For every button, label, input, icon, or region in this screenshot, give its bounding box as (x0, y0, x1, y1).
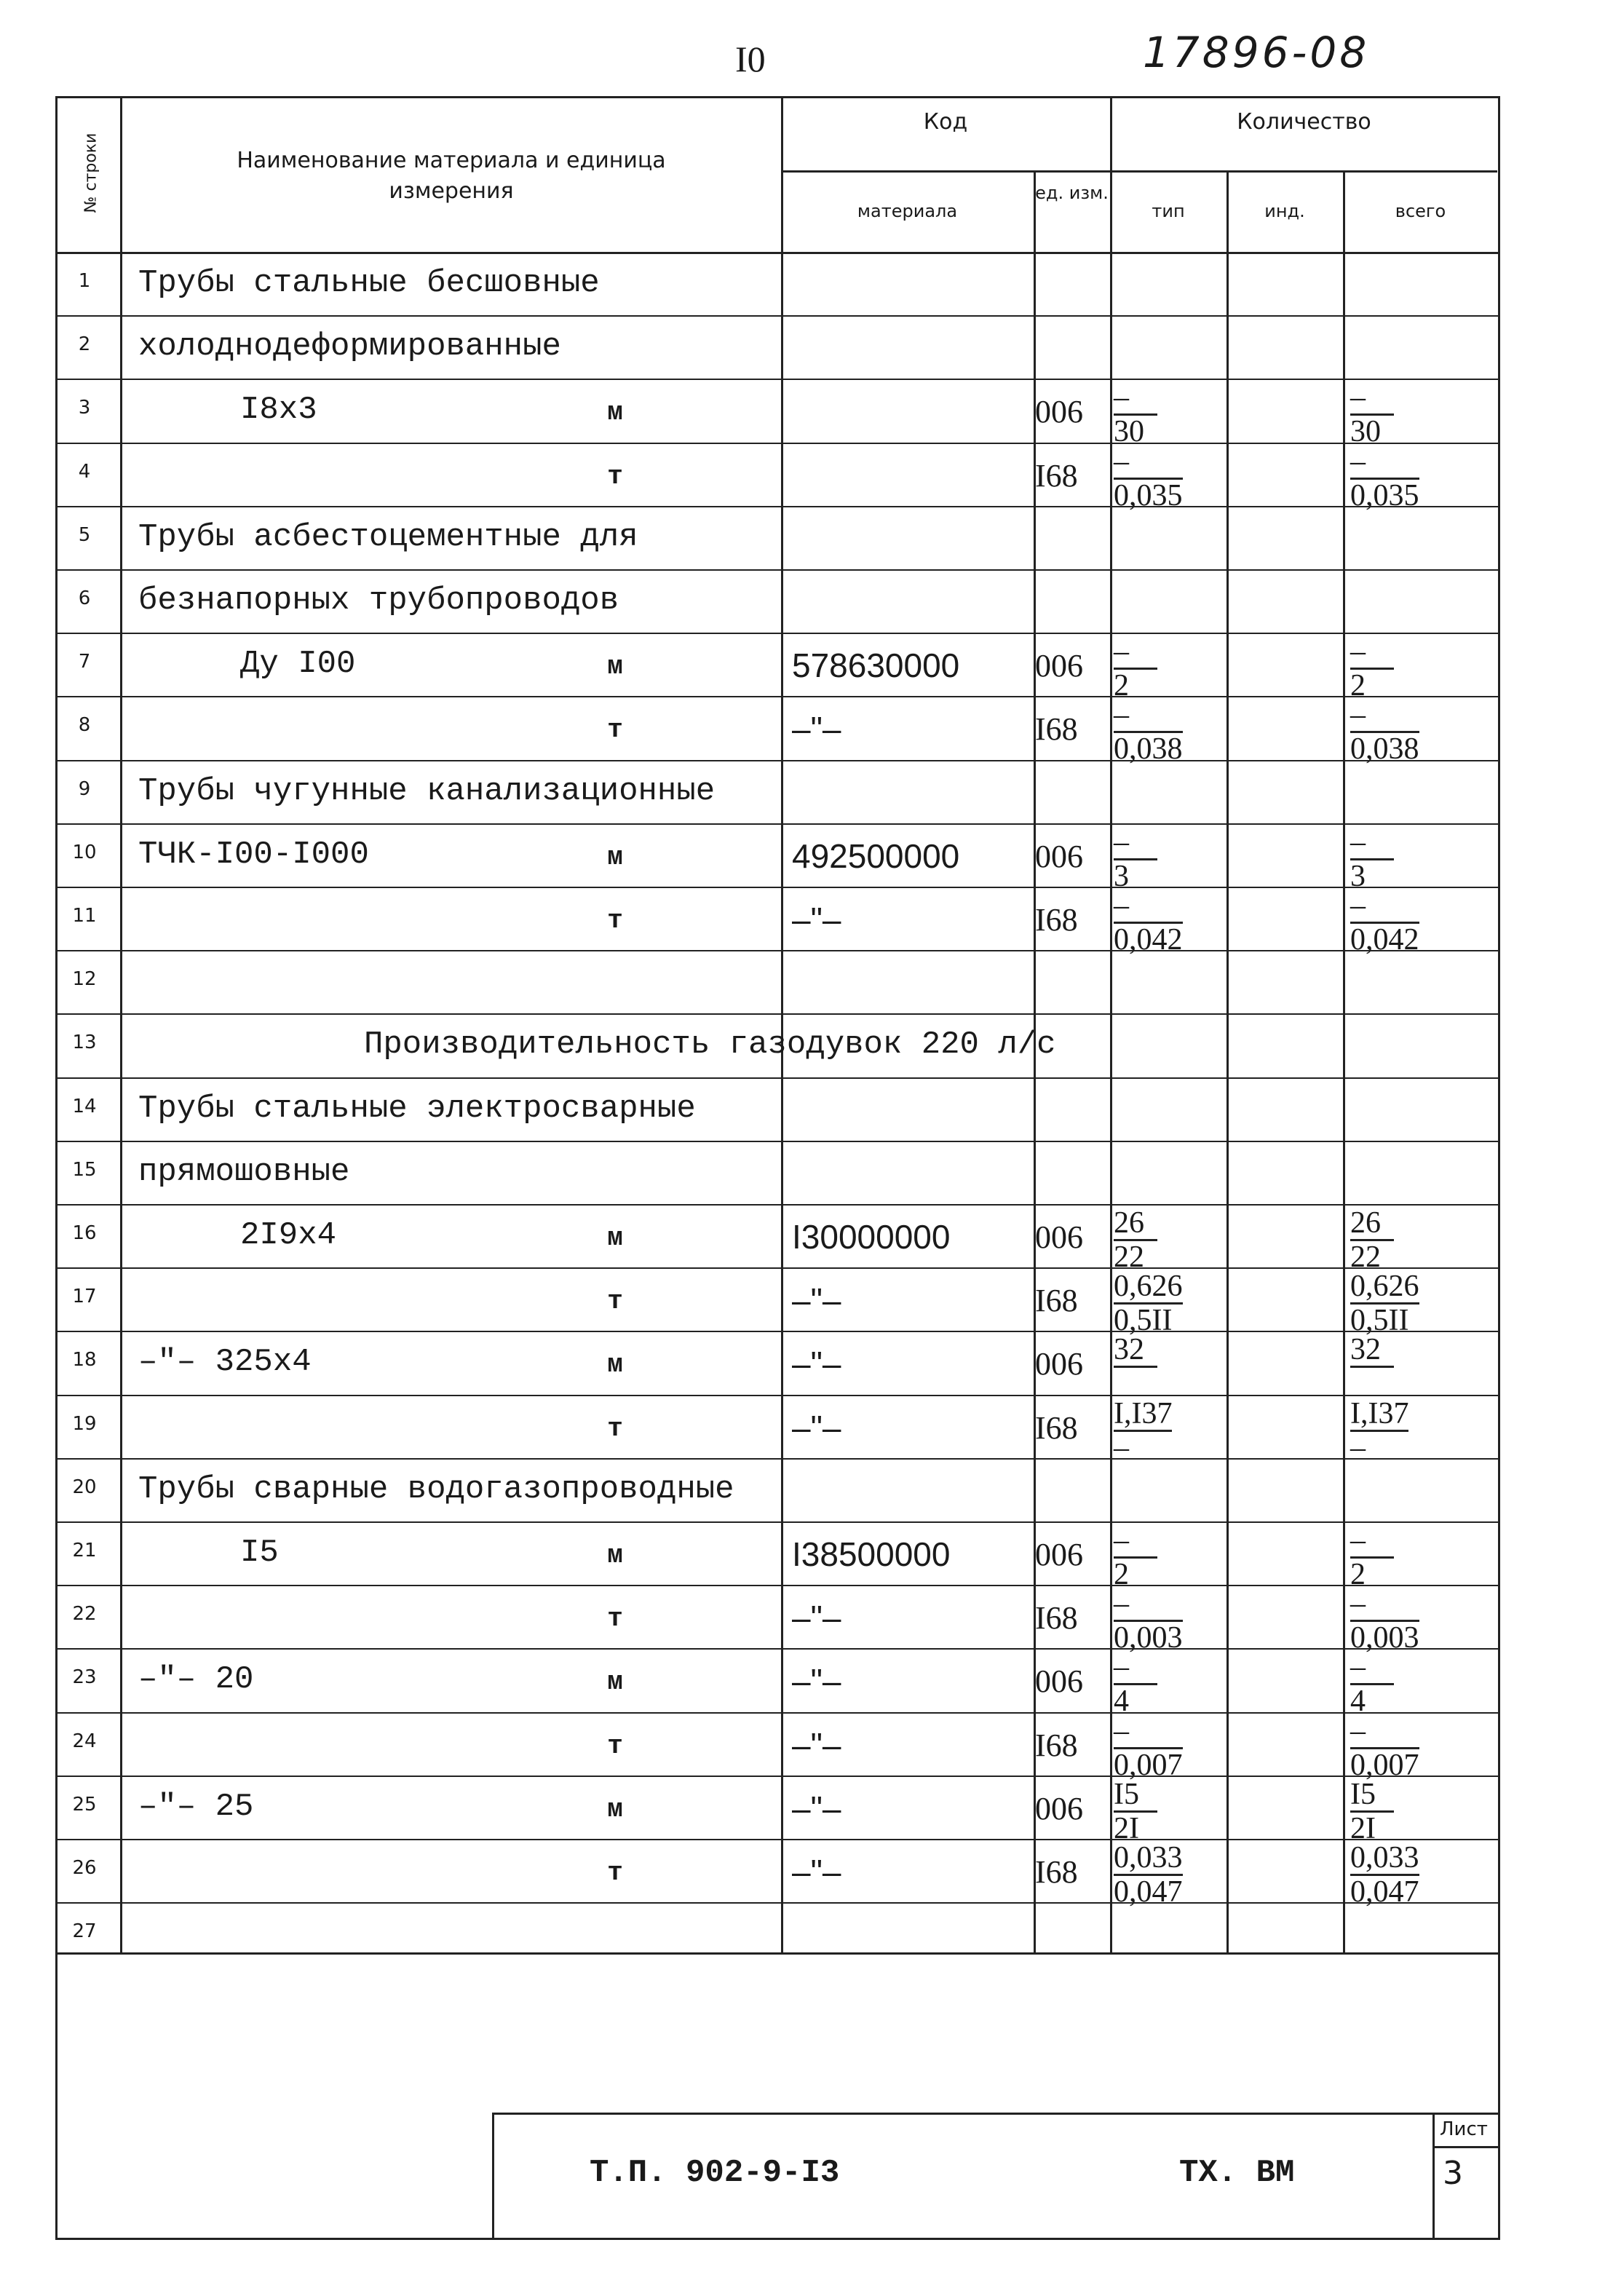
quantity-total (1350, 1842, 1419, 1908)
material-name: безнапорных трубопроводов (138, 582, 619, 619)
row-number: 18 (72, 1349, 97, 1371)
quantity-total-bottom: 2 (1350, 669, 1366, 703)
quantity-total-top: 0,626 (1350, 1270, 1419, 1304)
material-name: Трубы чугунные канализационные (138, 772, 716, 809)
quantity-total-bottom: 0,038 (1350, 732, 1419, 767)
unit-of-measure: м (607, 1794, 623, 1824)
col-divider-type (1226, 170, 1229, 1952)
quantity-type-top: 0,033 (1114, 1841, 1183, 1875)
quantity-type-top: – (1114, 1524, 1157, 1559)
quantity-total-bottom: 30 (1350, 415, 1381, 449)
row-divider (55, 1521, 1500, 1523)
quantity-total (1350, 1207, 1394, 1273)
row-number: 7 (78, 651, 91, 673)
quantity-type (1114, 699, 1183, 765)
quantity-type-bottom: 0,047 (1114, 1875, 1183, 1909)
row-number: 8 (78, 714, 91, 737)
stamp-project-code: Т.П. 902-9-I3 (590, 2155, 840, 2191)
quantity-type (1114, 1398, 1172, 1464)
unit-code: I68 (1035, 1600, 1078, 1636)
quantity-type (1114, 826, 1157, 892)
unit-of-measure: т (607, 906, 623, 935)
quantity-total-top: – (1350, 699, 1419, 733)
material-code: –"– (792, 1662, 841, 1701)
quantity-type-bottom: 4 (1114, 1685, 1129, 1719)
quantity-total-bottom: 0,003 (1350, 1621, 1419, 1655)
quantity-type-top: I5 (1114, 1778, 1157, 1813)
quantity-type (1114, 636, 1157, 702)
quantity-total (1350, 381, 1394, 448)
material-code: –"– (792, 710, 841, 748)
unit-of-measure: т (607, 715, 623, 745)
page-number: I0 (735, 39, 766, 79)
row-number: 26 (72, 1857, 97, 1879)
quantity-type-top: – (1114, 381, 1157, 416)
quantity-total-bottom: 3 (1350, 859, 1366, 893)
row-number: 1 (78, 270, 91, 292)
quantity-total-bottom: – (1350, 1430, 1366, 1465)
quantity-total-top: – (1350, 1524, 1394, 1559)
quantity-type (1114, 1588, 1183, 1654)
quantity-total-top: – (1350, 1651, 1394, 1685)
quantity-type-top: – (1114, 636, 1157, 670)
quantity-type-top: – (1114, 890, 1183, 924)
row-number: 13 (72, 1032, 97, 1054)
row-number: 19 (72, 1412, 97, 1435)
row-divider (55, 1839, 1500, 1840)
material-code: –"– (792, 1345, 841, 1383)
stamp-section: ТХ. ВМ (1179, 2155, 1295, 2191)
row-divider (55, 633, 1500, 634)
quantity-total-top: – (1350, 1715, 1419, 1749)
unit-of-measure: м (607, 1223, 623, 1253)
quantity-total (1350, 1715, 1419, 1781)
quantity-type (1114, 1207, 1157, 1273)
header-quantity: Количество (1237, 109, 1371, 135)
row-divider (55, 696, 1500, 697)
material-name: холоднодеформированные (138, 328, 561, 365)
row-number: 24 (72, 1730, 97, 1752)
quantity-type-bottom: 0,042 (1114, 923, 1183, 957)
material-code: –"– (792, 1599, 841, 1637)
quantity-total-top: I5 (1350, 1778, 1394, 1813)
quantity-type-bottom: 2 (1114, 1558, 1129, 1591)
row-number: 6 (78, 587, 91, 609)
col-divider-name (781, 96, 783, 1952)
quantity-total-bottom: 2 (1350, 1558, 1366, 1591)
quantity-total (1350, 636, 1394, 702)
quantity-total (1350, 890, 1419, 956)
quantity-total-top: 32 (1350, 1334, 1394, 1368)
material-name: –"– 25 (138, 1788, 254, 1825)
quantity-type (1114, 446, 1183, 512)
row-number: 14 (72, 1095, 97, 1117)
unit-code: I68 (1035, 1409, 1078, 1446)
unit-code: 006 (1035, 394, 1083, 430)
row-divider (55, 1395, 1500, 1396)
row-divider (55, 1204, 1500, 1206)
material-name: Трубы стальные бесшовные (138, 265, 600, 301)
unit-of-measure: т (607, 461, 623, 491)
unit-code: 006 (1035, 1790, 1083, 1826)
quantity-total-top: – (1350, 636, 1394, 670)
row-number: 15 (72, 1158, 97, 1181)
unit-of-measure: т (607, 1858, 623, 1888)
quantity-total-bottom: 0,042 (1350, 923, 1419, 957)
header-name: Наименование материала и единица измерения (237, 148, 666, 204)
row-divider (55, 1712, 1500, 1714)
unit-code: 006 (1035, 838, 1083, 874)
unit-code: 006 (1035, 1346, 1083, 1382)
header-code: Код (923, 109, 968, 135)
quantity-type-bottom: 0,5II (1114, 1304, 1173, 1338)
row-divider (55, 443, 1500, 444)
section-heading: Производительность газодувок 220 л/с (364, 1026, 1056, 1064)
row-divider (55, 315, 1500, 317)
row-divider (55, 1902, 1500, 1904)
unit-code: 006 (1035, 648, 1083, 684)
quantity-total (1350, 446, 1419, 512)
unit-code: I68 (1035, 1283, 1078, 1319)
quantity-type-bottom: 0,035 (1114, 478, 1183, 512)
quantity-type-bottom: 2I (1114, 1811, 1139, 1845)
col-divider-rownum (120, 96, 122, 1952)
quantity-total-bottom: 0,007 (1350, 1748, 1419, 1782)
header-qty-total: всего (1395, 201, 1446, 221)
quantity-total-bottom: 0,035 (1350, 478, 1419, 512)
row-number: 23 (72, 1666, 97, 1689)
quantity-total-top: – (1350, 1588, 1419, 1622)
quantity-type (1114, 381, 1157, 448)
row-divider (55, 379, 1500, 380)
row-divider (55, 823, 1500, 825)
unit-of-measure: м (607, 842, 623, 872)
quantity-total (1350, 1524, 1394, 1591)
material-name: Ду I00 (240, 646, 356, 683)
unit-code: I68 (1035, 1854, 1078, 1890)
page-bottom-border (55, 2238, 1500, 2240)
quantity-type (1114, 1524, 1157, 1591)
stamp-left-border (492, 2113, 494, 2238)
document-code: 17896-08 (1143, 28, 1370, 77)
header-subdivider-code (781, 170, 1497, 173)
row-number: 25 (72, 1793, 97, 1816)
material-name: 2I9x4 (240, 1217, 337, 1254)
quantity-type-bottom: 0,007 (1114, 1748, 1183, 1782)
material-name: –"– 325x4 (138, 1344, 312, 1381)
material-code: –"– (792, 1853, 841, 1891)
quantity-type (1114, 1778, 1157, 1845)
material-code: –"– (792, 1408, 841, 1446)
quantity-total-top: – (1350, 890, 1419, 924)
quantity-total (1350, 699, 1419, 765)
unit-of-measure: м (607, 1350, 623, 1380)
material-name: I8x3 (240, 392, 317, 429)
quantity-type-top: – (1114, 1588, 1183, 1622)
row-divider (55, 1013, 1500, 1015)
quantity-type-top: – (1114, 1651, 1157, 1685)
quantity-type (1114, 1651, 1157, 1717)
material-name: Трубы стальные электросварные (138, 1090, 696, 1127)
unit-code: 006 (1035, 1537, 1083, 1572)
quantity-type (1114, 1334, 1157, 1368)
row-number: 4 (78, 460, 91, 483)
row-number: 5 (78, 523, 91, 546)
quantity-type-top: – (1114, 699, 1183, 733)
col-divider-ind (1343, 170, 1345, 1952)
quantity-type (1114, 1270, 1183, 1337)
quantity-type-top: I,I37 (1114, 1396, 1173, 1430)
quantity-type (1114, 1715, 1183, 1781)
unit-of-measure: м (607, 652, 623, 682)
row-divider (55, 1458, 1500, 1460)
unit-of-measure: т (607, 1604, 623, 1634)
quantity-type-bottom: 0,038 (1114, 732, 1183, 767)
quantity-total (1350, 1334, 1394, 1368)
unit-code: I68 (1035, 457, 1078, 494)
row-divider (55, 569, 1500, 571)
stamp-sheet-label-line (1432, 2146, 1499, 2148)
material-code: 492500000 (792, 836, 960, 875)
quantity-type-top: 26 (1114, 1207, 1157, 1241)
quantity-type-top: – (1114, 446, 1183, 480)
quantity-total-top: 0,033 (1350, 1841, 1419, 1875)
row-number: 10 (72, 841, 97, 863)
quantity-total-top: I,I37 (1350, 1396, 1409, 1430)
material-name: I5 (240, 1535, 279, 1571)
unit-code: I68 (1035, 1727, 1078, 1763)
quantity-total (1350, 1270, 1419, 1337)
quantity-total (1350, 1651, 1394, 1717)
quantity-total (1350, 1588, 1419, 1654)
row-number: 2 (78, 333, 91, 356)
stamp-sheet-label: Лист (1440, 2118, 1488, 2140)
material-name: прямошовные (138, 1153, 350, 1190)
quantity-type-bottom: 0,003 (1114, 1621, 1183, 1655)
unit-of-measure: т (607, 1286, 623, 1317)
quantity-type-bottom: 30 (1114, 415, 1144, 449)
stamp-sheet-number: 3 (1443, 2155, 1463, 2192)
row-number: 12 (72, 968, 97, 991)
material-name: ТЧК-I00-I000 (138, 836, 369, 873)
quantity-total-top: – (1350, 826, 1394, 860)
row-number: 22 (72, 1603, 97, 1626)
quantity-total (1350, 1778, 1394, 1845)
quantity-total-top: 26 (1350, 1207, 1394, 1241)
header-row-number: № строки (82, 132, 100, 213)
material-code: –"– (792, 1725, 841, 1764)
stamp-top-border (492, 2113, 1500, 2115)
row-divider (55, 760, 1500, 761)
unit-of-measure: м (607, 397, 623, 428)
unit-of-measure: м (607, 1667, 623, 1698)
header-qty-ind: инд. (1264, 201, 1305, 221)
unit-of-measure: м (607, 1540, 623, 1570)
stamp-sheet-divider (1432, 2113, 1435, 2238)
header-bottom-border (55, 252, 1500, 254)
row-divider (55, 1776, 1500, 1777)
row-number: 3 (78, 397, 91, 419)
table-body-bottom (55, 1952, 1500, 1955)
unit-code: I68 (1035, 902, 1078, 938)
quantity-type-bottom: 22 (1114, 1240, 1144, 1274)
right-border (1498, 96, 1500, 2239)
quantity-type-bottom: 3 (1114, 859, 1129, 893)
unit-of-measure: т (607, 1730, 623, 1761)
quantity-type-top: – (1114, 826, 1157, 860)
material-name: Трубы асбестоцементные для (138, 518, 638, 555)
unit-code: 006 (1035, 1219, 1083, 1255)
quantity-total-bottom: 0,5II (1350, 1304, 1409, 1338)
material-name: Трубы сварные водогазопроводные (138, 1470, 734, 1508)
row-divider (55, 506, 1500, 507)
row-divider (55, 1648, 1500, 1650)
row-number: 27 (72, 1920, 97, 1943)
quantity-total-top: – (1350, 446, 1419, 480)
quantity-total-bottom: 2I (1350, 1811, 1376, 1845)
unit-code: 006 (1035, 1663, 1083, 1700)
unit-code: I68 (1035, 711, 1078, 748)
material-name: –"– 20 (138, 1661, 254, 1698)
material-code: –"– (792, 900, 841, 938)
row-divider (55, 1141, 1500, 1142)
row-number: 16 (72, 1222, 97, 1244)
quantity-total (1350, 1398, 1408, 1464)
row-number: 20 (72, 1476, 97, 1498)
quantity-type-bottom: – (1114, 1430, 1129, 1465)
material-code: I30000000 (792, 1218, 951, 1256)
row-divider (55, 1585, 1500, 1586)
header-code-material: материала (857, 201, 958, 221)
material-code: I38500000 (792, 1535, 951, 1573)
quantity-type (1114, 890, 1183, 956)
row-divider (55, 1077, 1500, 1079)
quantity-total (1350, 826, 1394, 892)
header-qty-type: тип (1152, 201, 1185, 221)
material-code: –"– (792, 1789, 841, 1827)
col-divider-uom (1110, 96, 1112, 1952)
quantity-type-top: 32 (1114, 1334, 1157, 1368)
row-number: 21 (72, 1540, 97, 1561)
header-code-unit: ед. изм. (1035, 183, 1109, 203)
quantity-total-bottom: 22 (1350, 1240, 1381, 1274)
material-code: 578630000 (792, 646, 960, 685)
quantity-total-bottom: 4 (1350, 1685, 1366, 1719)
quantity-total-top: – (1350, 381, 1394, 416)
row-divider (55, 950, 1500, 951)
quantity-type-bottom: 2 (1114, 669, 1129, 703)
row-divider (55, 887, 1500, 888)
table-top-border (55, 96, 1500, 98)
row-number: 11 (72, 905, 97, 927)
row-number: 17 (72, 1286, 97, 1308)
unit-of-measure: т (607, 1413, 623, 1444)
row-number: 9 (78, 777, 91, 800)
material-code: –"– (792, 1281, 841, 1320)
row-divider (55, 1267, 1500, 1269)
quantity-type-top: – (1114, 1715, 1183, 1749)
quantity-total-bottom: 0,047 (1350, 1875, 1419, 1909)
quantity-type-top: 0,626 (1114, 1270, 1183, 1304)
row-divider (55, 1331, 1500, 1332)
quantity-type (1114, 1842, 1183, 1908)
